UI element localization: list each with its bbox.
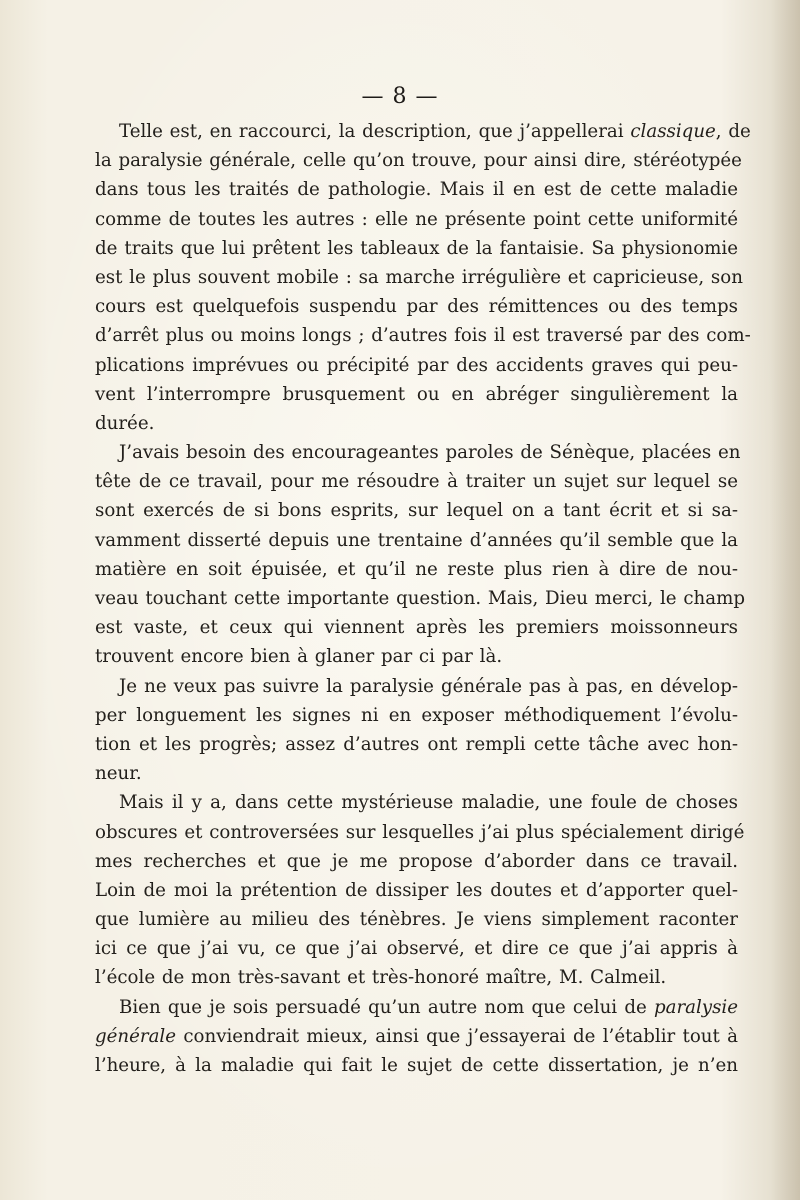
text-line: l’heure, à la maladie qui fait le sujet de cette dissertation, je n’en (95, 1055, 738, 1076)
text-line: ici ce que j’ai vu, ce que j’ai observé, et dire ce que j’ai appris à (95, 938, 738, 960)
text-line: per longuement les signes ni en exposer méthodiquement l’évolu- (95, 704, 738, 726)
text-line: comme de toutes les autres : elle ne présente point cette uniformité (95, 208, 738, 230)
text-line: plications imprévues ou précipité par des accidents graves qui peu- (95, 354, 738, 376)
text-line: tête de ce travail, pour me résoudre à traiter un sujet sur lequel se (95, 471, 738, 493)
body-text (95, 117, 751, 1080)
text-line: obscures et controversées sur lesquelles j’ai plus spécialement dirigé (95, 821, 745, 843)
text-line: la paralysie générale, celle qu’on trouve, pour ainsi dire, stéréotypée (95, 150, 742, 172)
page-edge-shadow (770, 0, 800, 1200)
italic-word: générale (95, 1025, 177, 1047)
text-line: générale conviendrait mieux, ainsi que j’essayerai de l’établir tout à (95, 1025, 738, 1047)
text-line: Bien que je sois persuadé qu’un autre nom que celui de paralysie (119, 996, 738, 1018)
text-line: Je ne veux pas suivre la paralysie générale pas à pas, en dévelop- (119, 675, 738, 697)
text-line: d’arrêt plus ou moins longs ; d’autres fois il est traversé par des com- (95, 325, 751, 347)
text-line: tion et les progrès; assez d’autres ont rempli cette tâche avec hon- (95, 733, 738, 755)
text-line: vamment disserté depuis une trentaine d’années qu’il semble que la (95, 529, 738, 551)
text-line: J’avais besoin des encourageantes paroles de Sénèque, placées en (119, 442, 741, 464)
text-line: mes recherches et que je me propose d’aborder dans ce travail. (95, 850, 738, 872)
text-line: est vaste, et ceux qui viennent après les premiers moissonneurs (95, 617, 738, 639)
italic-word: classique (630, 121, 716, 142)
text-line: de traits que lui prêtent les tableaux de la fantaisie. Sa physionomie (95, 237, 738, 259)
text-line: Mais il y a, dans cette mystérieuse maladie, une foule de choses (119, 792, 738, 814)
text-line: vent l’interrompre brusquement ou en abréger singulièrement la (95, 383, 738, 405)
text-line: durée. (95, 412, 155, 434)
text-line: trouvent encore bien à glaner par ci par là. (95, 646, 503, 668)
text-line: neur. (95, 763, 142, 785)
text-line: sont exercés de si bons esprits, sur lequel on a tant écrit et si sa- (95, 500, 738, 522)
italic-word: paralysie (653, 996, 738, 1018)
text-line: Loin de moi la prétention de dissiper les doutes et d’apporter quel- (95, 879, 738, 901)
page-number: — 8 — (361, 84, 439, 109)
text-line: est le plus souvent mobile : sa marche irrégulière et capricieuse, son (95, 266, 743, 288)
text-line: matière en soit épuisée, et qu’il ne reste plus rien à dire de nou- (95, 558, 738, 580)
text-line: l’école de mon très-savant et très-honoré maître, M. Calmeil. (95, 967, 667, 989)
text-line: cours est quelquefois suspendu par des rémittences ou des temps (95, 296, 738, 318)
text-line: Telle est, en raccourci, la description, que j’appellerai classique, de (119, 121, 751, 142)
text-line: dans tous les traités de pathologie. Mais il en est de cette maladie (95, 179, 738, 201)
text-line: veau touchant cette importante question. Mais, Dieu merci, le champ (95, 588, 745, 609)
text-line: que lumière au milieu des ténèbres. Je viens simplement raconter (95, 909, 738, 931)
